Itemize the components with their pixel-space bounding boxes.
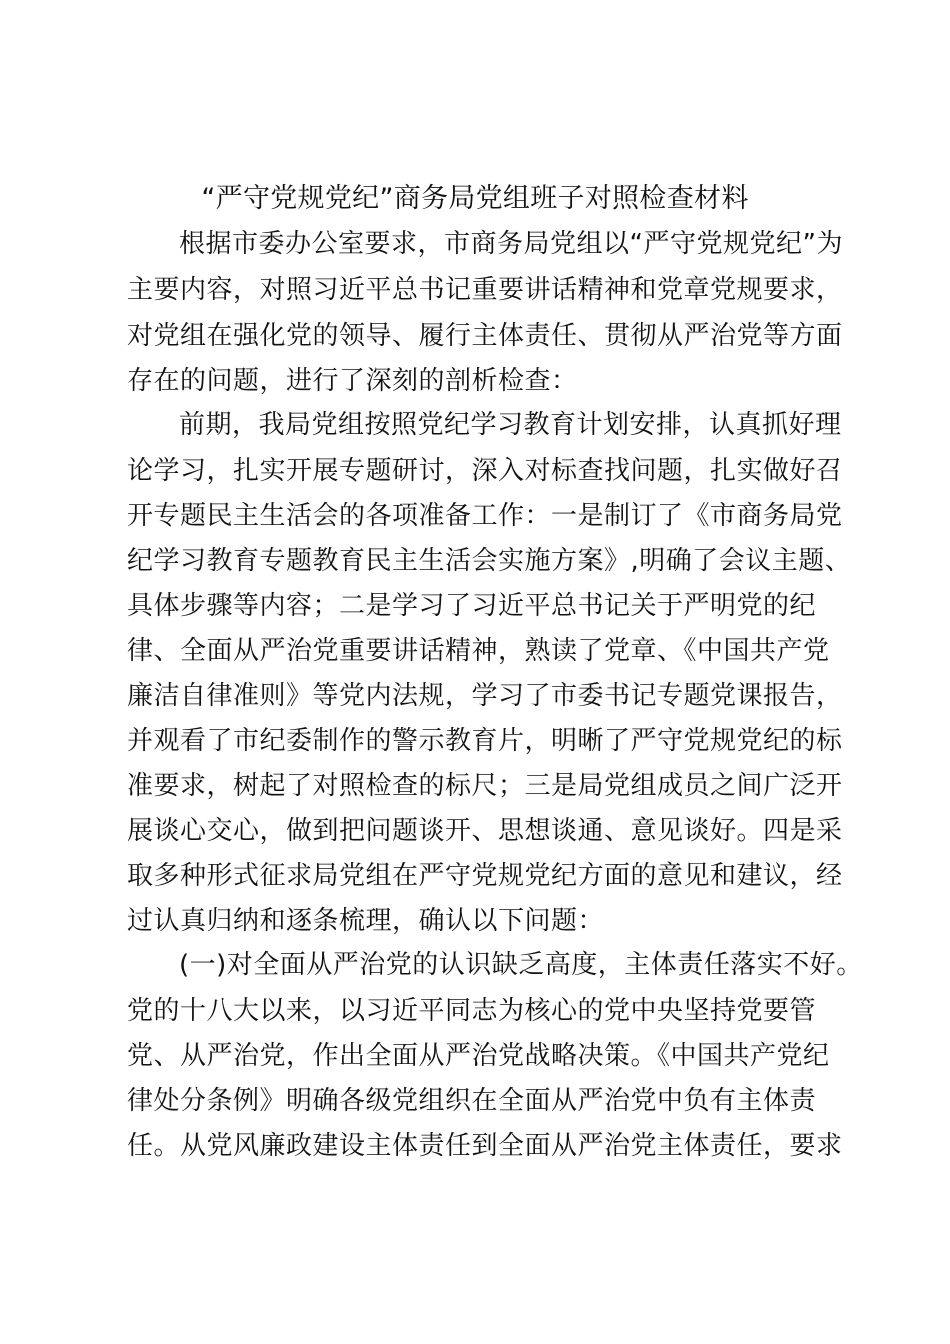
paragraph-3-line-3: 党、从严治党，作出全面从严治党战略决策。《中国共产党纪 (127, 1041, 830, 1071)
paragraph-2-line-3: 开专题民主生活会的各项准备工作：一是制订了《市商务局党 (127, 501, 843, 531)
paragraph-1-line-3: 对党组在强化党的领导、履行主体责任、贯彻从严治党等方面 (127, 321, 843, 351)
paragraph-1-line-4: 存在的问题，进行了深刻的剖析检查： (127, 366, 578, 396)
paragraph-3-line-1: (一)对全面从严治党的认识缺乏高度，主体责任落实不好。 (179, 950, 863, 980)
paragraph-2-line-6: 律、全面从严治党重要讲话精神，熟读了党章、《中国共产党 (127, 636, 830, 666)
paragraph-1-line-2: 主要内容，对照习近平总书记重要讲话精神和党章党规要求， (127, 275, 843, 305)
paragraph-3-line-4: 律处分条例》明确各级党组织在全面从严治党中负有主体责 (127, 1086, 817, 1116)
paragraph-3-line-2: 党的十八大以来，以习近平同志为核心的党中央坚持党要管 (127, 996, 817, 1026)
paragraph-1-line-1: 根据市委办公室要求，市商务局党组以“严守党规党纪”为 (179, 229, 843, 259)
paragraph-2-line-2: 论学习，扎实开展专题研讨，深入对标查找问题，扎实做好召 (127, 456, 843, 486)
paragraph-2-line-10: 展谈心交心，做到把问题谈开、思想谈通、意见谈好。四是采 (127, 816, 843, 846)
paragraph-2-line-8: 并观看了市纪委制作的警示教育片，明晰了严守党规党纪的标 (127, 726, 843, 756)
paragraph-2-line-4: 纪学习教育专题教育民主生活会实施方案》,明确了会议主题、 (127, 546, 852, 576)
paragraph-2-line-11: 取多种形式征求局党组在严守党规党纪方面的意见和建议，经 (127, 861, 843, 891)
document-title: “严守党规党纪”商务局党组班子对照检查材料 (201, 183, 749, 214)
paragraph-2-line-12: 过认真归纳和逐条梳理，确认以下问题： (127, 906, 605, 936)
paragraph-2-line-1: 前期，我局党组按照党纪学习教育计划安排，认真抓好理 (179, 410, 842, 440)
paragraph-3-line-5: 任。从党风廉政建设主体责任到全面从严治党主体责任，要求 (127, 1131, 843, 1161)
paragraph-2-line-5: 具体步骤等内容；二是学习了习近平总书记关于严明党的纪 (127, 591, 817, 621)
paragraph-2-line-7: 廉洁自律准则》等党内法规，学习了市委书记专题党课报告， (127, 681, 843, 711)
paragraph-2-line-9: 准要求，树起了对照检查的标尺；三是局党组成员之间广泛开 (127, 771, 843, 801)
